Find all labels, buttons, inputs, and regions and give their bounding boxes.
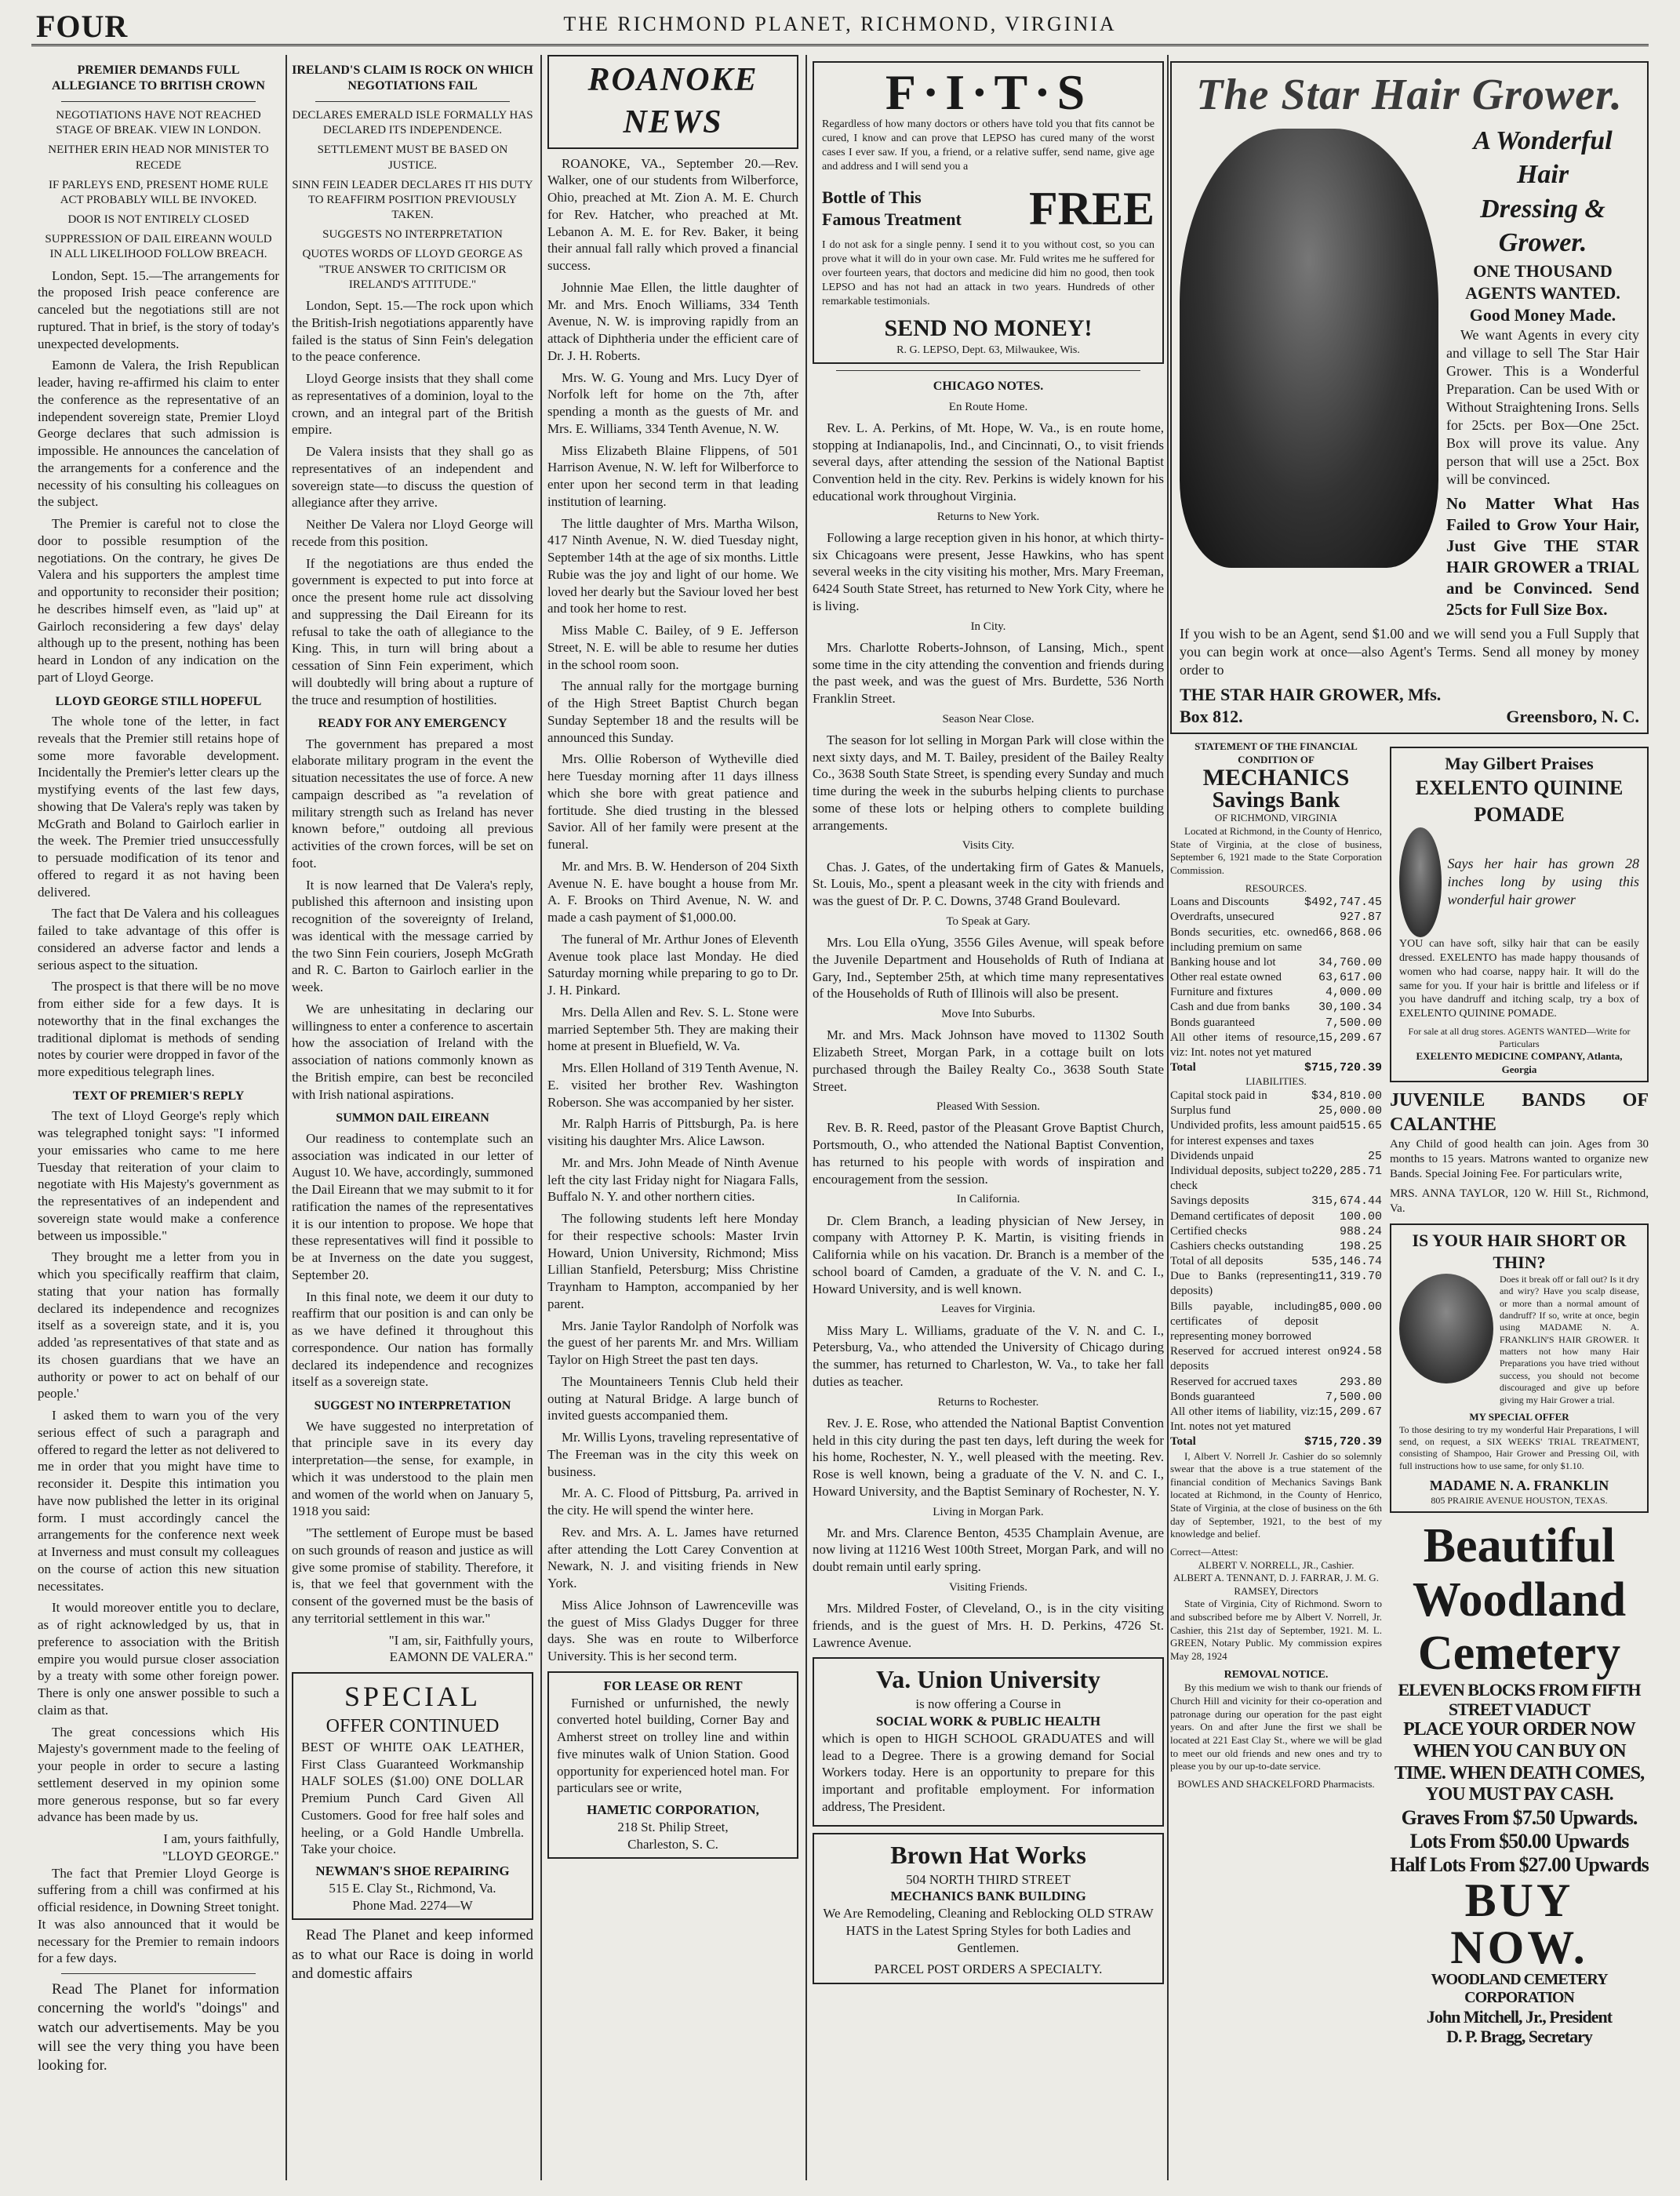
ledger-row	[1170, 970, 1382, 985]
union-university-ad	[813, 1657, 1164, 1826]
ledger-value: 927.87	[1339, 911, 1382, 925]
ledger-label: Bonds guaranteed	[1170, 1390, 1255, 1403]
news-subhead: Visits City.	[962, 839, 1015, 853]
ledger-row	[1170, 1344, 1382, 1374]
ledger-label: Overdrafts, unsecured	[1170, 911, 1275, 924]
news-item: ROANOKE, VA., September 20.—Rev. Walker, one of our students from Wilberforce, Ohio, preached at Mt. Zion A. M. E. Church for Rev. Hatcher, who preached at Mt. Lebanon A. M. E. for Rev. Baker, it being their annual fall rally which proved a financial success.	[547, 155, 798, 273]
ad-title: Beautiful	[1423, 1519, 1616, 1573]
ledger-value: 63,617.00	[1318, 971, 1382, 985]
ad-line: Bottle of This	[822, 187, 922, 207]
planet-promo: Read The Planet for information concerning the world's "doings" and watch our advertisements. May be you will see the very thing you have been looking for.	[38, 1981, 279, 2074]
news-item: The funeral of Mr. Arthur Jones of Eleventh Avenue took place last Monday. He died Saturday morning while preparing to go to Dr. J. H. Pinkard.	[547, 931, 798, 998]
ad-title: EXELENTO QUININE	[1415, 776, 1624, 800]
bank-oath: I, Albert V. Norrell Jr. Cashier do so solemnly swear that the above is a true statement of the financial condition of Mechanics Savings Bank located at Richmond, in the County of Henrico, State of Virginia, at the close of business on the 6th day of September, 1921, to the best of my knowledge and belief.	[1170, 1449, 1382, 1540]
ledger-value: 66,868.06	[1318, 925, 1382, 940]
ad-president: John Mitchell, Jr., President	[1426, 2006, 1613, 2027]
ledger-row	[1170, 1254, 1382, 1269]
article-paragraph: The prospect is that there will be no move from either side for a few days. It is noteworthy that in the final exchanges the traditional diplomat is methods of sending notes by courier were dropped in favor of the more expeditious telegraph lines.	[38, 979, 279, 1080]
article-paragraph: Our readiness to contemplate such an association was indicated in our letter of August 10. We have, accordingly, summoned the Dail Eireann that we may submit to it for ratification the names of the representatives it is our intention to propose. We hope that these representatives will find it possible to be at Inverness on the date you suggest, September 20.	[292, 1130, 533, 1282]
resources-total: Total $715,720.39	[1170, 1061, 1382, 1075]
ledger-value: 11,319.70	[1318, 1270, 1382, 1284]
signature: I am, yours faithfully,	[163, 1831, 279, 1847]
liabilities-heading: LIABILITIES.	[1245, 1075, 1307, 1088]
ledger-row	[1170, 1089, 1382, 1103]
ad-title: Brown Hat Works	[890, 1840, 1086, 1869]
ad-title: Va. Union University	[876, 1665, 1100, 1694]
ad-name: HAMETIC CORPORATION,	[587, 1802, 759, 1817]
ledger-row	[1170, 1103, 1382, 1118]
news-item: Mr. and Mrs. John Meade of Ninth Avenue left the city last Friday night for Niagara Falls, Buffalo N. Y. and other northern cities.	[547, 1154, 798, 1205]
ledger-label: Reserved for accrued interest on deposits	[1170, 1345, 1340, 1373]
article-paragraph: If the negotiations are thus ended the government is expected to put into force at once the present home rule act dissolving and suppressing the Dail Eireann for its refusal to take the oath of allegiance to the King. This, in turn will bring about a cessation of Sinn Fein experiment, which will doubtedly will bring about a rupture of the truce and resumption of hostilities.	[292, 555, 533, 707]
page-number: FOUR	[36, 9, 129, 44]
masthead	[31, 5, 1649, 46]
ad-title: FOR LEASE OR RENT	[603, 1678, 743, 1693]
ad-body: Does it break off or fall out? Is it dry and wiry? Have you scalp disease, or more than a normal amount of dandruff? If so, write at once, begin using MADAME N. A. FRANKLIN'S HAIR GROWER. It matters not how many Hair Preparations you have tried without success, you should not become discouraged and give up before giving my Hair Grower a trial.	[1500, 1273, 1639, 1405]
ledger-label: Bonds guaranteed	[1170, 1016, 1255, 1029]
ledger-label: Other real estate owned	[1170, 971, 1282, 984]
article-paragraph: Neither De Valera nor Lloyd George will recede from this position.	[292, 517, 533, 549]
ledger-value: 4,000.00	[1325, 986, 1382, 1000]
subhead: SUMMON DAIL EIREANN	[336, 1111, 489, 1125]
bank-name: Savings Bank	[1212, 788, 1340, 813]
ledger-value: 7,500.00	[1325, 1016, 1382, 1030]
liabilities-total: Total $715,720.39	[1170, 1435, 1382, 1449]
divider	[315, 101, 510, 102]
ledger-row	[1170, 1164, 1382, 1194]
ledger-row	[1170, 985, 1382, 1000]
ledger-label: Bonds securities, etc. owned including premium on same	[1170, 925, 1318, 954]
ad-line: is now offering a Course in	[915, 1696, 1061, 1712]
news-item: Dr. Clem Branch, a leading physician of New Jersey, in company with Attorney P. K. Martin, is visiting friends in California while on his vacation. Dr. Branch is a member of the school board of Camden, a graduate of the V. N. and C. I., Howard University, and is well known.	[813, 1213, 1164, 1296]
ledger-value: 535,146.74	[1311, 1255, 1382, 1269]
bank-intro: Located at Richmond, in the County of Henrico, State of Virginia, at the close of business, September 6, 1921 made to the State Corporation Commission.	[1170, 825, 1382, 876]
column-rule	[540, 55, 542, 2180]
ad-body: BEST OF WHITE OAK LEATHER, First Class Guaranteed Workmanship HALF SOLES ($1.00) ONE DOLLAR Premium Punch Card Given All Customers. Good for free half soles and heeling, or a Gold Handle Umbrella. Take your choice.	[301, 1739, 524, 1857]
news-item: Mr. and Mrs. Clarence Benton, 4535 Champlain Avenue, are now living at 11216 West 100th Street, Morgan Park, and will no doubt remain until early spring.	[813, 1525, 1164, 1575]
article-paragraph: London, Sept. 15.—The rock upon which the British-Irish negotiations apparently have failed is the status of Sinn Fein's delegation to the peace conference.	[292, 298, 533, 365]
deck: DECLARES EMERALD ISLE FORMALLY HAS DECLARED ITS INDEPENDENCE.	[292, 108, 533, 137]
ad-body: We want Agents in every city and village to sell The Star Hair Grower. This is a Wonderful Preparation. Can be used With or Without Straightening Irons. Sells for 25cts. per Box—One 25ct. Box will prove its value. Any person that will use a 25ct. Box will be convinced.	[1446, 327, 1639, 488]
news-item: Rev. J. E. Rose, who attended the National Baptist Convention held in this city during the past ten days, left during the week for his home, Rochester, N. Y., well pleased with the meeting. Rev. Rose is well known, being a graduate of the V. N. and C. I., Howard University, and the Baptist Seminary of Rochester, N. Y.	[813, 1415, 1164, 1499]
ad-box: Box 812.	[1180, 706, 1243, 726]
ledger-row	[1170, 1269, 1382, 1299]
news-item: Mrs. W. G. Young and Mrs. Lucy Dyer of Norfolk left for home on the 7th, after spending a month as the guests of Mr. and Mrs. E. Williams, 334 Tenth Avenue, N. W.	[547, 369, 798, 436]
ad-body: I do not ask for a single penny. I send it to you without cost, so you can prove what it will do in your own case. Mr. Fuld writes me he suffered for over fourteen years, that doctors and medicine did him no good, then took LEPSO and has not had an attack in two years. Hundreds of other remarkable testimonials.	[822, 239, 1155, 308]
ledger-row	[1170, 910, 1382, 925]
news-item: Mrs. Della Allen and Rev. S. L. Stone were married September 5th. They are making their home at present in Bluefield, W. Va.	[547, 1004, 798, 1054]
ledger-value: 15,209.67	[1318, 1031, 1382, 1045]
ad-company: EXELENTO MEDICINE COMPANY, Atlanta, Georgia	[1416, 1049, 1623, 1075]
news-item: Mrs. Mildred Foster, of Cleveland, O., is in the city visiting friends, and is the guest of Mrs. H. D. Perkins, 4726 St. Lawrence Avenue.	[813, 1601, 1164, 1650]
ledger-row	[1170, 1194, 1382, 1209]
column-rule	[805, 55, 807, 2180]
ad-line: SOCIAL WORK & PUBLIC HEALTH	[875, 1714, 1101, 1729]
ad-name: NEWMAN'S SHOE REPAIRING	[315, 1863, 510, 1879]
ledger-label: Cashiers checks outstanding	[1170, 1239, 1304, 1253]
ledger-value: 924.58	[1339, 1345, 1382, 1359]
article-paragraph: We have suggested no interpretation of that principle save in its every day interpretation—the sense, for example, in which it was understood to the plain men and women of the world when on January 5, 1918 you said:	[292, 1418, 533, 1519]
ledger-row	[1170, 1375, 1382, 1390]
news-item: Mr. and Mrs. B. W. Henderson of 204 Sixth Avenue N. E. have bought a house from Mr. A. F. Brooks on Third Avenue, N. W. and made a cash payment of $1,000.00.	[547, 858, 798, 925]
ledger-value: 7,500.00	[1325, 1390, 1382, 1404]
news-subhead: Leaves for Virginia.	[941, 1303, 1035, 1316]
ledger-value: 34,760.00	[1318, 955, 1382, 969]
article-paragraph: The fact that De Valera and his colleagues failed to take advantage of this offer is considered an adverse factor and lends a serious aspect to the situation.	[38, 906, 279, 973]
ad-secretary: D. P. Bragg, Secretary	[1446, 2026, 1592, 2046]
ledger-label: Savings deposits	[1170, 1194, 1249, 1208]
ledger-row	[1170, 1390, 1382, 1405]
ledger-value: $34,810.00	[1311, 1089, 1382, 1103]
column-4	[813, 55, 1164, 2180]
ledger-row	[1170, 1118, 1382, 1148]
bank-attest: Correct—Attest:	[1170, 1545, 1238, 1558]
article-paragraph: The government has prepared a most elaborate military program in the event the situation necessitates the use of force. A new campaign described as "a revelation of military strength such as Ireland has never known before," outdoing all previous activities of the crown forces, will be set on foot.	[292, 736, 533, 871]
article-paragraph: Lloyd George insists that they shall come as representatives of a dominion, loyal to the crown, and an integral part of the British empire.	[292, 371, 533, 438]
ledger-value: $492,747.45	[1304, 896, 1382, 910]
section-title: CHICAGO NOTES.	[933, 380, 1044, 394]
ad-body: YOU can have soft, silky hair that can be easily dressed. EXELENTO has made happy thousands of women who had coarse, nappy hair. It will do the same for you. If your hair is brittle and lifeless or if you have dandruff and itching scalp, try a box of EXELENTO QUININE POMADE.	[1399, 937, 1639, 1020]
column-1	[38, 55, 279, 2180]
article-paragraph: London, Sept. 15.—The arrangements for the proposed Irish peace conference are canceled but the negotiations still are not ruptured. That in brief, is the story of today's unexpected developments.	[38, 267, 279, 351]
news-subhead: In California.	[956, 1193, 1020, 1206]
news-item: The following students left here Monday for their respective schools: Master Irvin Howard, Union University, Richmond; Miss Lillian Stanfield, Petersburg; Miss Christine Traynham to Hampton, accompanied by her parent.	[547, 1211, 798, 1311]
signature: EAMONN DE VALERA."	[389, 1649, 533, 1665]
woman-portrait	[1180, 129, 1438, 568]
ledger-label: Undivided profits, less amount paid for interest expenses and taxes	[1170, 1119, 1340, 1147]
subhead: TEXT OF PREMIER'S REPLY	[72, 1089, 245, 1103]
ledger-row	[1170, 1209, 1382, 1224]
send-no-money: SEND NO MONEY!	[884, 314, 1093, 341]
removal-title: REMOVAL NOTICE.	[1224, 1668, 1329, 1681]
ad-address: 504 NORTH THIRD STREET	[906, 1871, 1071, 1887]
deck: DOOR IS NOT ENTIRELY CLOSED	[67, 213, 249, 227]
ad-body: Regardless of how many doctors or others have told you that fits cannot be cured, I know and can prove that LEPSO has cured many of the worst cases I ever saw. If you, a friend, or a relative suffer, send name, give age and address and I will send you a	[822, 118, 1155, 173]
ledger-label: Capital stock paid in	[1170, 1089, 1267, 1103]
ad-subtitle: Dressing & Grower.	[1480, 194, 1605, 258]
ledger-value: 220,285.71	[1311, 1164, 1382, 1178]
article-paragraph: The whole tone of the letter, in fact reveals that the Premier still retains hope of some more favorable development. Incidentally the Premier's letter clears up the mystifying events of the last few days, showing that De Valera's reply was taken by McGrath and Boland to Gairloch earlier in the week. The Premier tried unsuccessfully to persuade modification of its tenor and offered to regard it as not having been delivered.	[38, 714, 279, 900]
ledger-label: Reserved for accrued taxes	[1170, 1375, 1297, 1388]
news-item: Mr. A. C. Flood of Pittsburg, Pa. arrived in the city. He will spend the winter here.	[547, 1485, 798, 1518]
column-rule	[285, 55, 287, 2180]
woman-portrait	[1399, 1274, 1493, 1383]
woman-portrait	[1399, 827, 1442, 937]
ad-offer-heading: MY SPECIAL OFFER	[1469, 1410, 1569, 1423]
article-paragraph: It would moreover entitle you to declare, as of right acknowledged by us, that in preference to association with the British empire you would pursue closer association by a treaty with some other foreign power. There is only one answer possible to such a claim as that.	[38, 1600, 279, 1718]
fits-logo: F·I·T·S	[885, 64, 1092, 120]
article-paragraph: The great concessions which His Majesty's government made to the feeling of your people in order to secure a lasting settlement deserved in my opinion some more generous response, but so far every advance has been made by us.	[38, 1724, 279, 1825]
subhead: READY FOR ANY EMERGENCY	[318, 717, 507, 731]
bank-statement	[1170, 740, 1382, 2046]
ledger-row	[1170, 1239, 1382, 1254]
article-paragraph: It is now learned that De Valera's reply, published this afternoon and insisting upon recognition of the sovereignty of Ireland, was identical with the message carried by the two Sinn Fein couriers, Joseph McGrath and R. C. Barton to Gairloch earlier in the week.	[292, 877, 533, 995]
brown-hat-works-ad	[813, 1833, 1164, 1984]
ad-phone: Phone Mad. 2274—W	[352, 1897, 473, 1913]
ad-title: POMADE	[1474, 802, 1565, 826]
news-item: Mrs. Ellen Holland of 319 Tenth Avenue, N. E. visited her brother Rev. Washington Roberson. She was accompanied by her sister.	[547, 1060, 798, 1110]
ledger-row	[1170, 1031, 1382, 1060]
news-item: The Mountaineers Tennis Club held their outing at Natural Bridge. A large bunch of invited guests accompanied them.	[547, 1373, 798, 1423]
ledger-label: All other items of liability, viz: Int. notes not yet matured	[1170, 1405, 1318, 1434]
ad-body: Furnished or unfurnished, the newly converted hotel building, Corner Bay and Amherst street on trolley line and within five minutes walk of Union Station. Good opportunity for experienced hotel man. For particulars see or write,	[557, 1695, 789, 1796]
agents-wanted: ONE THOUSAND AGENTS WANTED. Good Money Made.	[1465, 260, 1620, 325]
ledger-label: Loans and Discounts	[1170, 896, 1269, 909]
article-paragraph: The text of Lloyd George's reply which was telegraphed tonight says: "I informed your emissaries who came to me here Tuesday that reiteration of your claim to negotiate with His Majesty's government as the representatives of an independent and sovereign state would make a conference between us impossible."	[38, 1108, 279, 1243]
free-label: FREE	[1028, 182, 1155, 235]
bank-name: MECHANICS	[1202, 765, 1350, 791]
news-item: Mr. Ralph Harris of Pittsburgh, Pa. is here visiting his daughter Mrs. Alice Lawson.	[547, 1116, 798, 1148]
article-paragraph: "The settlement of Europe must be based on such grounds of reason and justice as will give some promise of stability. Therefore, it is, that we feel that government with the consent of the governed must be the basis of any territorial settlement in this war."	[292, 1525, 533, 1626]
deck: IF PARLEYS END, PRESENT HOME RULE ACT PROBABLY WILL BE INVOKED.	[48, 178, 269, 206]
news-subhead: To Speak at Gary.	[946, 914, 1031, 928]
news-subhead: Visiting Friends.	[949, 1580, 1027, 1594]
shoe-repair-ad	[292, 1672, 533, 1920]
article-paragraph: We are unhesitating in declaring our willingness to enter a conference to ascertain how the association of Ireland with the association of nations commonly known as the British empire, can best be reconciled with Irish national aspirations.	[292, 1001, 533, 1102]
deck: NEITHER ERIN HEAD NOR MINISTER TO RECEDE	[48, 144, 269, 172]
news-subhead: Pleased With Session.	[936, 1100, 1041, 1114]
ad-body: We Are Remodeling, Cleaning and Reblocking OLD STRAW HATS in the Latest Spring Styles for both Ladies and Gentlemen.	[823, 1906, 1154, 1955]
deck: SINN FEIN LEADER DECLARES IT HIS DUTY TO REAFFIRM POSITION PREVIOUSLY TAKEN.	[292, 178, 533, 222]
divider	[61, 1973, 256, 1974]
ledger-label: Total of all deposits	[1170, 1255, 1264, 1268]
ledger-row	[1170, 1149, 1382, 1164]
liabilities-list	[1170, 1089, 1382, 1434]
ledger-value: 25	[1367, 1149, 1382, 1163]
price-graves: Graves From $7.50 Upwards.	[1401, 1805, 1638, 1829]
ledger-row	[1170, 1405, 1382, 1434]
ad-line: Famous Treatment	[822, 209, 962, 230]
ad-address: 218 St. Philip Street,	[617, 1819, 729, 1834]
headline: PREMIER DEMANDS FULL ALLEGIANCE TO BRITISH CROWN	[52, 64, 265, 93]
news-item: Johnnie Mae Ellen, the little daughter of Mr. and Mrs. Enoch Williams, 334 Tenth Avenue, N. W. is improving rapidly from an attack of Diphtheria under the efficient care of Dr. J. H. Roberts.	[547, 279, 798, 363]
news-subhead: Move Into Suburbs.	[941, 1008, 1035, 1021]
ad-footer: PARCEL POST ORDERS A SPECIALTY.	[874, 1961, 1103, 1977]
ledger-row	[1170, 1000, 1382, 1015]
bank-notary: State of Virginia, City of Richmond. Sworn to and subscribed before me by Albert V. Norrell, Jr. Cashier, this 21st day of September, 1921. M. L. GREEN, Notary Public. My commission expires May 28, 1924	[1170, 1598, 1382, 1662]
news-item: Rev. and Mrs. A. L. James have returned after attending the Lott Carey Convention at Newark, N. J. and visiting friends in New York.	[547, 1524, 798, 1591]
news-item: Rev. L. A. Perkins, of Mt. Hope, W. Va., is en route home, stopping at Indianapolis, Ind., and Cincinnati, O., to visit friends several days, after attending the session of the National Baptist Convention held in the city. Rev. Perkins is widely known for his educational work throughout Virginia.	[813, 420, 1164, 504]
news-subhead: Returns to Rochester.	[937, 1395, 1039, 1409]
column-2	[292, 55, 533, 2180]
column-rule	[1167, 55, 1169, 2180]
news-item: Mrs. Charlotte Roberts-Johnson, of Lansing, Mich., spent some time in the city attending the convention and friends during the past week, and was the guest of Mrs. Burdette, 536 North Franklin Street.	[813, 639, 1164, 707]
price-lots: Lots From $50.00 Upwards	[1409, 1829, 1629, 1852]
ad-address: 515 E. Clay St., Richmond, Va.	[329, 1880, 496, 1896]
ad-corporation: WOODLAND CEMETERY CORPORATION	[1431, 1970, 1608, 2006]
article-paragraph: The fact that Premier Lloyd George is suffering from a chill was confirmed at his official residence, in Downing Street tonight. It was also announced that it would be necessary for the Premier to remain indoors for a few days.	[38, 1865, 279, 1966]
fits-ad	[813, 61, 1164, 364]
ad-heading: May Gilbert Praises	[1445, 754, 1594, 774]
ad-city: Greensboro, N. C.	[1506, 706, 1639, 726]
ad-address: 805 PRAIRIE AVENUE HOUSTON, TEXAS.	[1431, 1494, 1608, 1506]
ad-location: ELEVEN BLOCKS FROM FIFTH STREET VIADUCT	[1398, 1679, 1641, 1720]
news-item: Miss Mable C. Bailey, of 9 E. Jefferson Street, N. E. will be able to resume her duties in the school room soon.	[547, 623, 798, 672]
article-paragraph: The Premier is careful not to close the door to possible resumption of the negotiations. On the contrary, he gives De Valera and his supporters the amplest time and opportunity to reconsider their position; he describes himself even, as "laid up" at Gairloch reconsidering a few days' delay although up to the present, nothing has been heard in London of any indication on the part of Lloyd George.	[38, 516, 279, 685]
bank-signature: ALBERT V. NORRELL, JR., Cashier.	[1198, 1558, 1355, 1571]
lease-ad	[547, 1671, 798, 1860]
buy-now: BUY NOW.	[1450, 1874, 1588, 1973]
news-item: Mr. Willis Lyons, traveling representative of The Freeman was in the city this week on business.	[547, 1430, 798, 1479]
ledger-row	[1170, 955, 1382, 970]
news-item: Mrs. Janie Taylor Randolph of Norfolk was the guest of her parents Mr. and Mrs. William Taylor on High Street the past ten days.	[547, 1318, 798, 1367]
ledger-label: All other items of resource, viz: Int. notes not yet matured	[1170, 1031, 1318, 1060]
ledger-row	[1170, 1300, 1382, 1345]
news-subhead: Living in Morgan Park.	[933, 1505, 1044, 1518]
news-item: Mrs. Lou Ella oYung, 3556 Giles Avenue, will speak before the Juvenile Department and Households of Ruth of Indiana at Gary, Ind., September 25th, at which time many representatives of the Households of Ruth of Illinois will also be present.	[813, 935, 1164, 1002]
roanoke-news-logo: ROANOKE NEWS	[547, 55, 798, 149]
ledger-label: Cash and due from banks	[1170, 1001, 1290, 1014]
signature: "LLOYD GEORGE."	[162, 1848, 279, 1863]
resources-list	[1170, 895, 1382, 1060]
column-5	[1170, 55, 1649, 2180]
resources-heading: RESOURCES.	[1245, 882, 1307, 894]
subhead: SUGGEST NO INTERPRETATION	[314, 1399, 511, 1413]
juvenile-contact: MRS. ANNA TAYLOR, 120 W. Hill St., Richmond, Va.	[1390, 1187, 1649, 1216]
news-item: Miss Mary L. Williams, graduate of the V. N. and C. I., Petersburg, Va., who attended the University of Chicago during the summer, has returned to Charleston, W. Va., to take her fall duties as teacher.	[813, 1322, 1164, 1389]
ad-pitch: PLACE YOUR ORDER NOW WHEN YOU CAN BUY ON TIME. WHEN DEATH COMES, YOU MUST PAY CASH.	[1394, 1719, 1645, 1805]
news-item: Rev. B. R. Reed, pastor of the Pleasant Grove Baptist Church, Portsmouth, O., who attended the National Baptist Convention, has returned to his people with words of inspiration and encouragement from the session.	[813, 1120, 1164, 1187]
news-subhead: In City.	[970, 620, 1006, 633]
ledger-label: Individual deposits, subject to check	[1170, 1164, 1311, 1193]
ledger-value: 100.00	[1339, 1209, 1382, 1223]
ledger-row	[1170, 895, 1382, 910]
newspaper-title: THE RICHMOND PLANET, RICHMOND, VIRGINIA	[563, 13, 1117, 35]
ledger-value: 315,674.44	[1311, 1194, 1382, 1209]
deck: SUGGESTS NO INTERPRETATION	[322, 228, 503, 242]
news-item: Chas. J. Gates, of the undertaking firm of Gates & Manuels, St. Louis, Mo., spent a pleasant week in the city with friends and was the guest of Dr. P. C. Downs, 3748 Grand Boulevard.	[813, 859, 1164, 909]
subhead: LLOYD GEORGE STILL HOPEFUL	[55, 694, 262, 708]
news-subhead: Season Near Close.	[942, 712, 1035, 725]
ad-building: MECHANICS BANK BUILDING	[890, 1889, 1086, 1904]
ad-title: SPECIAL	[344, 1681, 482, 1713]
ledger-value: 515.65	[1339, 1119, 1382, 1133]
bank-heading: STATEMENT OF THE FINANCIAL CONDITION OF	[1195, 740, 1358, 765]
column-3	[547, 55, 798, 2180]
news-item: The season for lot selling in Morgan Park will close within the next sixty days, and M. T. Bailey, president of the Bailey Realty Co., 3638 South State Street, is spending every Sunday and much time during the week in the suburbs helping clients to purchase some of these lots or helping others to complete building arrangements.	[813, 732, 1164, 833]
exelento-ad	[1390, 747, 1649, 1082]
ad-subtitle: OFFER CONTINUED	[325, 1716, 500, 1737]
divider	[61, 101, 256, 102]
ad-city: Charleston, S. C.	[627, 1836, 718, 1852]
bank-directors: ALBERT A. TENNANT, D. J. FARRAR, J. M. G. RAMSEY, Directors	[1173, 1572, 1379, 1597]
ad-subtitle: A Wonderful Hair	[1473, 125, 1613, 190]
ad-body: which is open to HIGH SCHOOL GRADUATES and will lead to a Degree. There is a growing demand for Social Workers today. Here is an opportunity to prepare for this important and profitable employment. For information address, The President.	[822, 1730, 1155, 1814]
ledger-value: 15,209.67	[1318, 1405, 1382, 1419]
ad-address: R. G. LEPSO, Dept. 63, Milwaukee, Wis.	[896, 344, 1080, 357]
ad-company: THE STAR HAIR GROWER, Mfs.	[1180, 684, 1442, 704]
article-paragraph: De Valera insists that they shall go as representatives of an independent and sovereign state—to discuss the question of allegiance after they arrive.	[292, 444, 533, 511]
headline: IRELAND'S CLAIM IS ROCK ON WHICH NEGOTIATIONS FAIL	[292, 64, 533, 93]
ad-quote: Says her hair has grown 28 inches long by using this wonderful hair grower	[1447, 856, 1639, 908]
ledger-row	[1170, 1224, 1382, 1239]
ledger-label: Banking house and lot	[1170, 955, 1276, 969]
ad-note: For sale at all drug stores. AGENTS WANTED—Write for Particulars	[1408, 1026, 1631, 1049]
ledger-label: Bills payable, including certificates of deposit representing money borrowed	[1170, 1300, 1318, 1343]
ledger-value: 30,100.34	[1318, 1001, 1382, 1015]
news-item: Following a large reception given in his honor, at which thirty-six Chicagoans were present, Jesse Hawkins, who has spent several weeks in the city visiting his mother, Mrs. Mary Freeman, 6424 South State Street, has returned to New York City, where he is living.	[813, 529, 1164, 613]
news-subhead: Returns to New York.	[936, 510, 1040, 523]
ad-title: The Star Hair Grower.	[1196, 71, 1623, 119]
article-paragraph: Eamonn de Valera, the Irish Republican leader, having re-affirmed his claim to enter the conference as the representative of an independent sovereign state, Premier Lloyd George declares that such admission is impossible. He announces the cancelation of the arrangements for a conference and the necessity of his consulting his colleagues on the subject.	[38, 358, 279, 510]
removal-body: By this medium we wish to thank our friends of Church Hill and vicinity for their co-operation and patronage during our operation for the past eight years. On and after June the first we shall be located at 221 East Clay St., where we will be glad to meet our old friends and new ones and try to please you by our up-to-date service.	[1170, 1682, 1382, 1772]
juvenile-title: JUVENILE BANDS OF CALANTHE	[1390, 1090, 1649, 1135]
news-item: Mr. and Mrs. Mack Johnson have moved to 11302 South Elizabeth Street, Morgan Park, in a cottage built on lots purchased through the Bailey Realty Co., 3638 South State Street.	[813, 1027, 1164, 1094]
ad-pitch: No Matter What Has Failed to Grow Your Hair, Just Give THE STAR HAIR GROWER a TRIAL and be Convinced. Send 25cts for Full Size Box.	[1446, 494, 1639, 619]
news-item: The annual rally for the mortgage burning of the High Street Baptist Church began Sunday September 18 and the results will be announced this Sunday.	[547, 678, 798, 745]
signature: "I am, sir, Faithfully yours,	[388, 1632, 533, 1648]
deck: NEGOTIATIONS HAVE NOT REACHED STAGE OF BREAK. VIEW IN LONDON.	[56, 108, 261, 137]
news-subhead: En Route Home.	[948, 400, 1028, 413]
ad-name: MADAME N. A. FRANKLIN	[1429, 1477, 1609, 1493]
woodland-cemetery-ad	[1390, 1519, 1649, 2046]
ledger-value: 85,000.00	[1318, 1300, 1382, 1314]
ad-body: If you wish to be an Agent, send $1.00 and we will send you a Full Supply that you can begin work at once—also Agent's Terms. Send all money by money order to	[1180, 625, 1639, 678]
ledger-label: Surplus fund	[1170, 1104, 1231, 1118]
removal-signature: BOWLES AND SHACKELFORD Pharmacists.	[1177, 1777, 1375, 1790]
ledger-value: 25,000.00	[1318, 1104, 1382, 1118]
ledger-label: Demand certificates of deposit	[1170, 1209, 1315, 1223]
juvenile-body: Any Child of good health can join. Ages from 30 months to 15 years. Matrons wanted to organize new Bands. Special Joining Fee. For particulars write,	[1390, 1137, 1649, 1181]
ledger-row	[1170, 925, 1382, 955]
price-half-lots: Half Lots From $27.00 Upwards	[1390, 1852, 1649, 1876]
ledger-label: Certified checks	[1170, 1224, 1247, 1238]
ledger-value: 293.80	[1339, 1375, 1382, 1389]
ledger-value: 988.24	[1339, 1224, 1382, 1238]
news-item: Miss Elizabeth Blaine Flippens, of 501 Harrison Avenue, N. W. left for Wilberforce to enter upon her second term in that leading institution of learning.	[547, 442, 798, 509]
ad-title: IS YOUR HAIR SHORT OR THIN?	[1412, 1230, 1627, 1272]
ad-title: Cemetery	[1417, 1626, 1621, 1680]
ad-title: Woodland	[1412, 1572, 1627, 1627]
news-item: The little daughter of Mrs. Martha Wilson, 417 Ninth Avenue, N. W. died Tuesday night, September 14th at the age of six months. Little Rubie was the joy and light of our home. We loved her dearly but the Saviour loved her best and took her home to rest.	[547, 515, 798, 616]
franklin-hair-ad	[1390, 1223, 1649, 1514]
article-paragraph: I asked them to warn you of the very serious effect of such a paragraph and offered to regard the letter as not delivered to me in order that you might have time to reconsider it. Despite this intimation you have now published the letter in its original form. I must accordingly cancel the arrangements for the conference next week at Inverness and must consult my colleagues on the course of action this new situation necessitates.	[38, 1408, 279, 1594]
ledger-label: Due to Banks (representing deposits)	[1170, 1270, 1318, 1298]
ledger-label: Dividends unpaid	[1170, 1149, 1254, 1162]
deck: SUPPRESSION OF DAIL EIREANN WOULD IN ALL LIKELIHOOD FOLLOW BREACH.	[45, 233, 272, 261]
ledger-row	[1170, 1016, 1382, 1031]
deck: SETTLEMENT MUST BE BASED ON JUSTICE.	[317, 144, 508, 172]
ledger-value: 198.25	[1339, 1239, 1382, 1253]
planet-promo: Read The Planet and keep informed as to what our Race is doing in world and domestic affairs	[292, 1927, 533, 1983]
bank-city: OF RICHMOND, VIRGINIA	[1214, 812, 1338, 824]
ledger-label: Furniture and fixtures	[1170, 986, 1273, 999]
divider	[836, 370, 1140, 371]
news-item: Miss Alice Johnson of Lawrenceville was the guest of Miss Gladys Dugger for three days. She was en route to Wilberforce University. This is her second term.	[547, 1597, 798, 1663]
deck: QUOTES WORDS OF LLOYD GEORGE AS "TRUE ANSWER TO CRITICISM OR IRELAND'S ATTITUDE."	[302, 248, 523, 291]
news-item: Mrs. Ollie Roberson of Wytheville died here Tuesday morning after 11 days illness which she bore with great patience and fortitude. She died trusting in the blessed Savior. All of her family were present at the funeral.	[547, 751, 798, 852]
article-paragraph: In this final note, we deem it our duty to reaffirm that our position is and can only be as we have defined it throughout this correspondence. Our nation has formally declared its independence and recognizes itself as a sovereign state.	[292, 1289, 533, 1390]
article-paragraph: They brought me a letter from you in which you specifically reaffirm that claim, stating that your nation has formally declared its independence and recognizes itself as a sovereign state, and it is, you added 'as representatives of that state and as its chosen guardians that we have an authority or power to act on behalf of our people.'	[38, 1249, 279, 1402]
star-hair-grower-ad	[1170, 61, 1649, 734]
ad-offer: To those desiring to try my wonderful Hair Preparations, I will send, on request, a SIX WEEKS' TRIAL TREATMENT, consisting of Shampoo, Hair Grower and Pressing Oil, with full instructions how to use same, for only $1.10.	[1399, 1423, 1639, 1471]
